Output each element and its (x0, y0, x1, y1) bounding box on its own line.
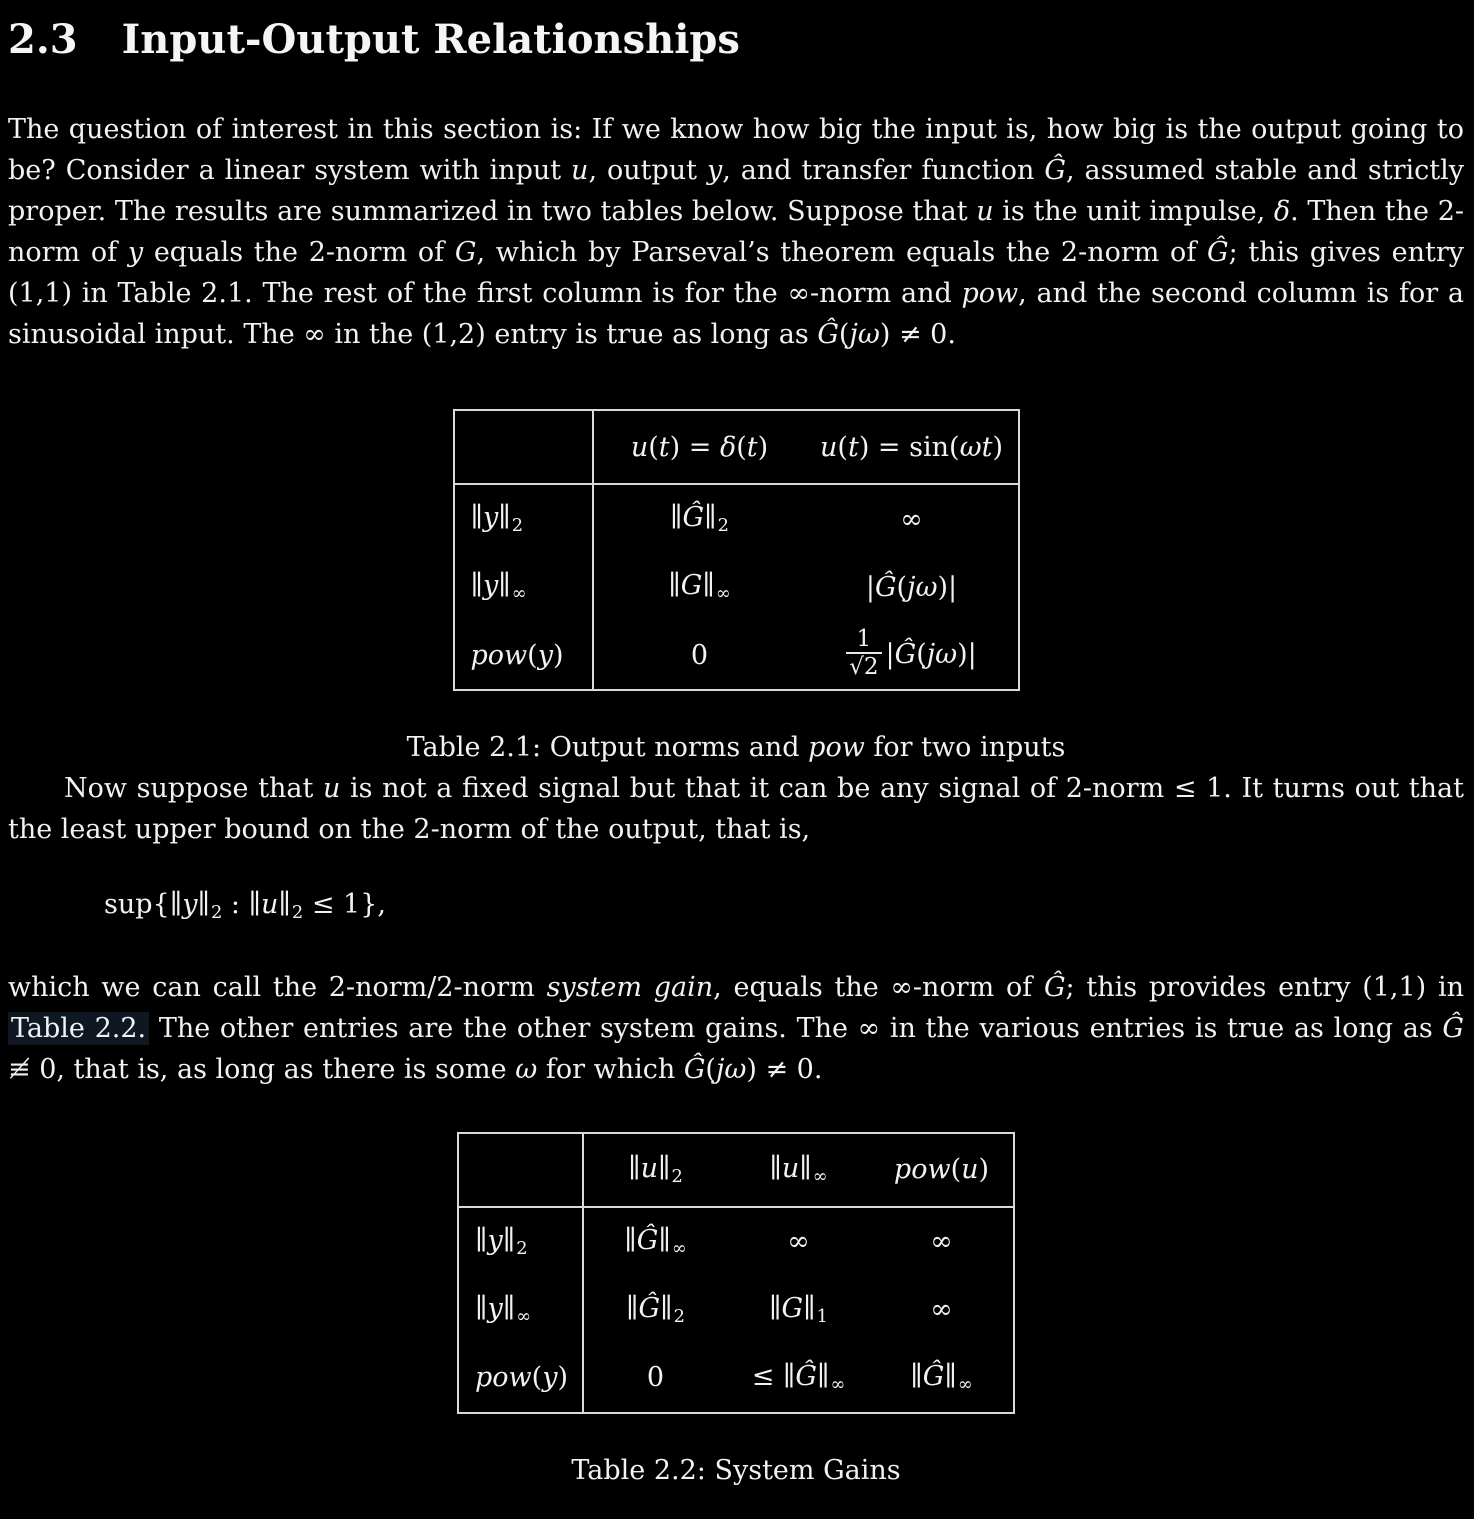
text-segment: ∞ (511, 582, 527, 604)
table-cell (583, 1207, 727, 1276)
table-2-1-wrapper (8, 409, 1464, 691)
table-row (458, 1207, 1014, 1276)
text-segment: ( (531, 1362, 543, 1394)
text-segment: | (885, 638, 895, 670)
text-segment: G (454, 237, 477, 268)
text-segment: u (261, 889, 279, 920)
text-segment: . Then the 2-norm of (8, 196, 1464, 268)
text-segment: ∞ (516, 1305, 532, 1327)
table-2-2-wrapper (8, 1132, 1464, 1414)
section-number: 2.3 (8, 16, 78, 63)
text-segment: Ĝ (1043, 971, 1066, 1003)
text-segment: ( (648, 431, 659, 463)
text-segment: ( (705, 1053, 716, 1085)
text-segment: u (323, 773, 341, 804)
text-segment: ) ≠ 0. (879, 319, 956, 350)
text-segment: 2 (717, 514, 729, 536)
text-segment: Now suppose that (64, 773, 323, 804)
text-segment: ( (838, 319, 850, 350)
table-2-1-col-header-sinusoid (806, 410, 1019, 484)
table-cell (870, 1344, 1014, 1413)
text-segment: u (571, 155, 589, 186)
text-segment: y (542, 1362, 558, 1394)
text-segment: Ĝ (636, 1224, 659, 1256)
table-2-1-row-label-yinf (454, 553, 593, 621)
text-segment: ∥ (670, 502, 683, 533)
table-2-2-row-label-pow (458, 1344, 583, 1413)
text-segment: ≤ 1}, (303, 889, 386, 920)
text-segment: y (706, 155, 723, 186)
text-segment: 1 (816, 1305, 828, 1327)
table-2-1-header-row (454, 410, 1019, 484)
text-segment: )| (957, 638, 977, 670)
text-segment: ∥ (658, 1224, 671, 1256)
text-segment: , assumed stable and strictly proper. The results are summarized in two tables below. Suppose that (8, 155, 1465, 227)
text-segment: ∥ (944, 1360, 957, 1392)
text-segment: Ĝ (682, 502, 705, 533)
text-segment: ∥ (502, 1224, 516, 1256)
text-segment: ∥ (799, 1152, 812, 1184)
text-segment: )| (937, 571, 958, 603)
text-segment: ∥ (803, 1292, 816, 1324)
text-segment: 2 (671, 1165, 683, 1187)
table-2-2-caption (8, 1450, 1464, 1491)
table-cell (593, 553, 806, 621)
text-segment: , and transfer function (722, 155, 1045, 186)
text-segment: Table 2.2: System Gains (571, 1454, 901, 1486)
table-cell (806, 621, 1019, 690)
paragraph-suppose (8, 768, 1464, 850)
table-cell (593, 484, 806, 553)
text-segment: ∥ (474, 1292, 488, 1324)
text-segment: ∞ (812, 1165, 828, 1187)
text-segment: ) (978, 1154, 990, 1186)
text-segment: pow (893, 1154, 951, 1186)
text-segment: ∞ (671, 1237, 687, 1259)
text-segment: u (630, 431, 649, 463)
text-segment: u (976, 196, 994, 227)
table-2-2-col-header-powu (870, 1133, 1014, 1207)
text-segment: y (537, 639, 553, 671)
text-segment: ∥ (474, 1224, 488, 1256)
text-segment: The other entries are the other system gains. The ∞ in the various entries is true as long as (149, 1012, 1443, 1044)
text-segment: y (487, 1224, 503, 1256)
text-segment: , which by Parseval’s theorem equals the 2-norm of (476, 237, 1208, 268)
text-segment: Table 2.1: Output norms and (406, 732, 809, 763)
text-segment: jω (907, 571, 938, 603)
text-segment: Ĝ (638, 1292, 661, 1324)
table-2-2-row-label-y2 (458, 1207, 583, 1276)
table-2-1-row-label-y2 (454, 484, 593, 553)
text-segment: ; this gives entry (1,1) in Table 2.1. The rest of the first column is for the ∞-norm and (8, 237, 1464, 309)
table-corner-cell (454, 410, 593, 484)
text-segment: ) (757, 431, 769, 463)
text-segment: | (865, 571, 875, 603)
text-segment: Ĝ (795, 1360, 817, 1392)
table-cell (870, 1207, 1014, 1276)
text-segment: 2 (291, 901, 304, 923)
text-segment: 0 (690, 639, 709, 671)
table-cell (583, 1344, 727, 1413)
text-segment: ∥ (197, 889, 210, 920)
text-segment: ∥ (626, 1292, 639, 1324)
text-segment: , output (588, 155, 707, 186)
text-segment: 0 (646, 1362, 665, 1394)
table-2-2-link[interactable]: Table 2.2. (8, 1012, 149, 1045)
text-segment: Ĝ (817, 319, 839, 350)
text-segment: Ĝ (1044, 155, 1066, 186)
text-segment: ) ≠ 0. (746, 1053, 823, 1085)
text-segment: 2 (210, 901, 223, 923)
text-segment: ∥ (624, 1224, 637, 1256)
text-segment: ω (515, 1053, 538, 1085)
text-segment: y (127, 237, 144, 268)
table-cell (806, 484, 1019, 553)
text-segment: : ∥ (222, 889, 262, 920)
text-segment: equals the 2-norm of (143, 237, 455, 268)
table-row (458, 1276, 1014, 1344)
text-segment: ; this provides entry (1,1) in (1065, 971, 1464, 1003)
text-segment: ∥ (470, 502, 483, 533)
text-segment: ) (992, 431, 1003, 463)
text-segment: ) = (669, 431, 720, 463)
text-segment: ∥ (769, 1152, 782, 1184)
text-segment: , and the second column is for a sinusoidal input. The ∞ in the (1,2) entry is true as long as (8, 278, 1464, 350)
text-segment: ) = sin( (858, 431, 960, 463)
text-segment: G (781, 1292, 804, 1324)
section-title: Input-Output Relationships (121, 16, 740, 63)
text-segment: Ĝ (922, 1360, 945, 1392)
text-segment: jω (849, 319, 880, 350)
paragraph-intro (8, 109, 1464, 355)
text-segment: Ĝ (874, 571, 897, 603)
text-segment: 2 (516, 1237, 528, 1259)
text-segment: ∥ (702, 570, 715, 601)
text-segment: jω (926, 638, 958, 670)
text-segment: for two inputs (864, 732, 1066, 763)
table-row (454, 553, 1019, 621)
text-segment: 2 (673, 1305, 685, 1327)
table-2-2-header-row (458, 1133, 1014, 1207)
table-cell (727, 1344, 870, 1413)
text-segment: ∥ (910, 1360, 923, 1392)
text-segment: Ĝ (1207, 237, 1229, 268)
table-2-1-caption (8, 727, 1464, 768)
text-segment: ( (527, 639, 538, 671)
text-segment: is the unit impulse, (993, 196, 1274, 227)
text-segment: ∥ (502, 1292, 516, 1324)
text-segment: pow (808, 732, 865, 763)
text-segment: u (640, 1152, 659, 1184)
text-segment: t (658, 431, 670, 463)
text-segment: y (487, 1292, 503, 1324)
text-segment: ∞ (957, 1373, 973, 1395)
text-segment: u (820, 431, 838, 463)
table-row (454, 484, 1019, 553)
text-segment: ∞ (830, 1373, 846, 1395)
table-2-2-col-header-uinf (727, 1133, 870, 1207)
text-segment: for which (537, 1053, 684, 1085)
table-cell (806, 553, 1019, 621)
table-2-2-col-header-u2 (583, 1133, 727, 1207)
text-segment: which we can call the 2-norm/2-norm (8, 971, 547, 1003)
text-segment: ∥ (278, 889, 291, 920)
text-segment: sup{∥ (104, 889, 183, 920)
text-segment: ∞ (930, 1294, 953, 1326)
text-segment: ( (736, 431, 747, 463)
text-segment: G (680, 570, 703, 601)
text-segment: ) (557, 1362, 568, 1394)
text-segment: , equals the ∞-norm of (713, 971, 1044, 1003)
text-segment: ∞ (930, 1226, 953, 1258)
table-2-2 (457, 1132, 1015, 1414)
fraction: $\frac{1}{√2}$ (846, 626, 881, 681)
text-segment: Ĝ (683, 1053, 706, 1085)
text-segment: ∥ (498, 502, 511, 533)
text-segment: ∥ (660, 1292, 673, 1324)
text-segment: y (482, 570, 499, 601)
text-segment: ≢ 0, that is, as long as there is some (8, 1053, 516, 1085)
table-cell (593, 621, 806, 690)
table-2-1-row-label-pow (454, 621, 593, 690)
text-segment: δ (719, 431, 737, 463)
text-segment: ( (896, 571, 908, 603)
text-segment: ∥ (816, 1360, 830, 1392)
text-segment: ) (552, 639, 564, 671)
text-segment: Ĝ (1442, 1012, 1464, 1044)
text-segment: t (847, 431, 859, 463)
text-segment: pow (470, 639, 528, 671)
text-segment: ∞ (787, 1226, 810, 1258)
text-segment: ∥ (470, 570, 483, 601)
text-segment: ∥ (628, 1152, 641, 1184)
text-segment: u (961, 1154, 979, 1186)
table-corner-cell (458, 1133, 583, 1207)
text-segment: ∥ (769, 1292, 782, 1324)
text-segment: ( (916, 638, 927, 670)
table-cell (727, 1276, 870, 1344)
text-segment: ≤ ∥ (751, 1360, 796, 1392)
section-heading (8, 16, 1464, 63)
table-2-1 (453, 409, 1020, 691)
table-row (458, 1344, 1014, 1413)
text-segment: ωt (959, 431, 993, 463)
table-cell (583, 1276, 727, 1344)
text-segment: is not a fixed signal but that it can be any signal of 2-norm ≤ 1. It turns out that the least upper bound on the 2-norm of the output, that is, (8, 773, 1464, 845)
text-segment: δ (1273, 196, 1291, 227)
text-segment: t (746, 431, 758, 463)
table-row (454, 621, 1019, 690)
paragraph-system-gain (8, 967, 1464, 1090)
text-segment: Ĝ (894, 638, 917, 670)
text-segment: 2 (511, 514, 524, 536)
text-segment: ∞ (715, 582, 731, 604)
text-segment: pow (474, 1362, 532, 1394)
text-segment: ∥ (658, 1152, 671, 1184)
text-segment: The question of interest in this section is: If we know how big the input is, how big is the output going to be? Consider a linear system with input (8, 114, 1464, 186)
table-cell (870, 1276, 1014, 1344)
text-segment: u (781, 1152, 800, 1184)
display-equation (104, 884, 1464, 933)
text-segment: ∞ (900, 503, 923, 535)
text-segment: system gain (546, 971, 714, 1003)
text-segment: pow (961, 278, 1019, 309)
table-cell (727, 1207, 870, 1276)
text-segment: y (482, 502, 499, 533)
text-segment: ∥ (668, 570, 681, 601)
text-segment: ( (950, 1154, 962, 1186)
text-segment: ( (837, 431, 848, 463)
table-2-2-row-label-yinf (458, 1276, 583, 1344)
text-segment: ∥ (704, 502, 717, 533)
table-2-1-col-header-impulse (593, 410, 806, 484)
text-segment: ∥ (498, 570, 511, 601)
text-segment: jω (715, 1053, 747, 1085)
text-segment: y (182, 889, 198, 920)
